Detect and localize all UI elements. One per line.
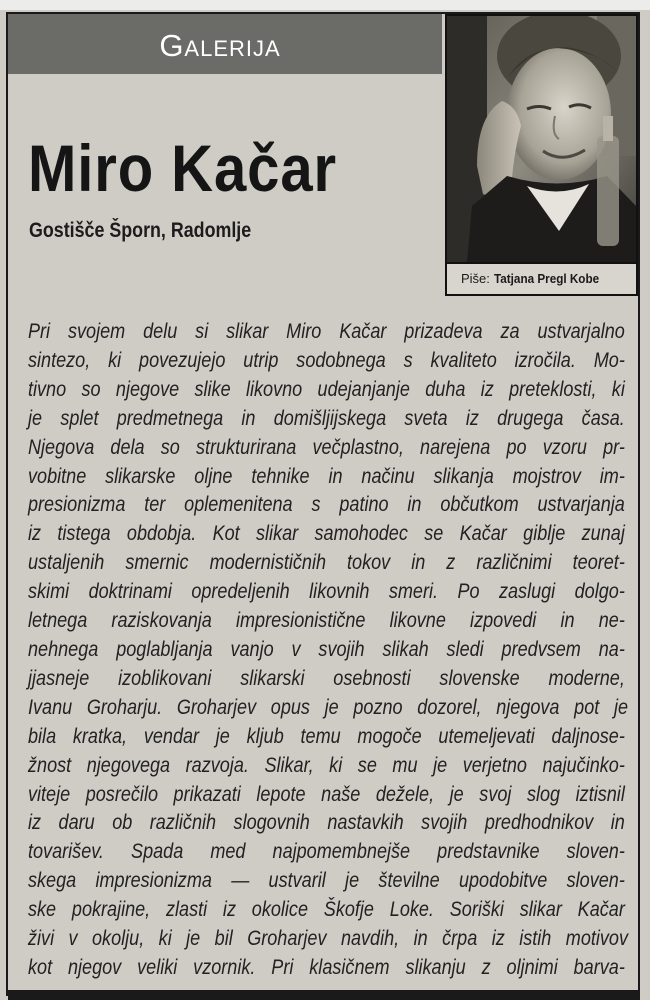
article-body-line: ske pokrajine, zlasti iz okolice Škofje Loke. Soriški slikar Kačar <box>28 898 625 922</box>
article-body <box>28 318 629 983</box>
article-body-line: vobitne slikarske oljne tehnike in načinu slikanja mojstrov im- <box>28 464 625 488</box>
article-body-line: letnega raziskovanja impresionistične likovne izpovedi in ne- <box>28 609 625 633</box>
article-body-line: kot njegov veliki vzornik. Pri klasičnem slikanju z oljnimi barva- <box>28 955 625 979</box>
portrait-illustration <box>447 16 636 262</box>
article-body-line: živi v okolju, ki je bil Groharjev navdih, in črpa iz istih motivov <box>28 927 629 951</box>
article-body-line: iz daru ob različnih slogovnih nastavkih svojih predhodnikov in <box>28 811 625 835</box>
byline-author: Tatjana Pregl Kobe <box>493 271 599 286</box>
article-body-line: iz tistega obdobja. Kot slikar samohodec se Kačar giblje zunaj <box>28 522 625 546</box>
article-body-line: viteje posrečilo prikazati lepote naše dežele, je svoj slog iztisnil <box>28 782 625 806</box>
article-body-line: nehnega poglabljanja vanjo v svojih slikah sledi predvsem na- <box>28 637 625 661</box>
article-body-line: žnost njegovega razvoja. Slikar, ki se mu je verjetno najučinko- <box>28 753 625 777</box>
article-body-line: jjasneje izoblikovani slikarski osebnosti slovenske moderne, <box>28 666 625 690</box>
portrait-photo <box>445 14 638 264</box>
byline-label: Piše: <box>461 271 490 286</box>
page-bottom-rule <box>8 990 640 1000</box>
article-body-line: bila kratka, vendar je kljub temu mogoče utemeljevati daljnose- <box>28 724 625 748</box>
article-body-line: presionizma ter oplemenitena s patino in občutkom ustvarjanja <box>28 493 625 517</box>
article-body-line: je splet predmetnega in domišljijskega sveta iz drugega časa. <box>28 406 625 430</box>
section-title: Galerija <box>159 28 281 63</box>
article-body-line: sintezo, ki povezujejo utrip sodobnega s kvaliteto izročila. Mo- <box>28 348 625 372</box>
byline <box>445 264 638 296</box>
article-body-line: skimi doktrinami opredeljenih likovnih smeri. Po zaslugi dolgo- <box>28 580 625 604</box>
article-body-line: ustaljenih smernic modernističnih tokov in z različnimi teoret- <box>28 551 625 575</box>
article-body-line: skega impresionizma — ustvaril je številne upodobitve sloven- <box>28 869 625 893</box>
article-body-line: Njegova dela so strukturirana večplastno, narejena po vzoru pr- <box>28 435 625 459</box>
article-body-line: tovarišev. Spada med najpomembnejše predstavnike sloven- <box>28 840 625 864</box>
page-top-margin <box>0 0 650 10</box>
article-headline: Miro Kačar <box>28 131 337 205</box>
article-body-line: tivno so njegove slike likovno udejanjanje duha iz preteklosti, ki <box>28 377 625 401</box>
article-body-line: Pri svojem delu si slikar Miro Kačar prizadeva za ustvarjalno <box>28 320 625 343</box>
article-body-line: Ivanu Groharju. Groharjev opus je pozno dozorel, njegova pot je <box>28 695 629 719</box>
article-subheadline: Gostišče Šporn, Radomlje <box>29 219 252 242</box>
